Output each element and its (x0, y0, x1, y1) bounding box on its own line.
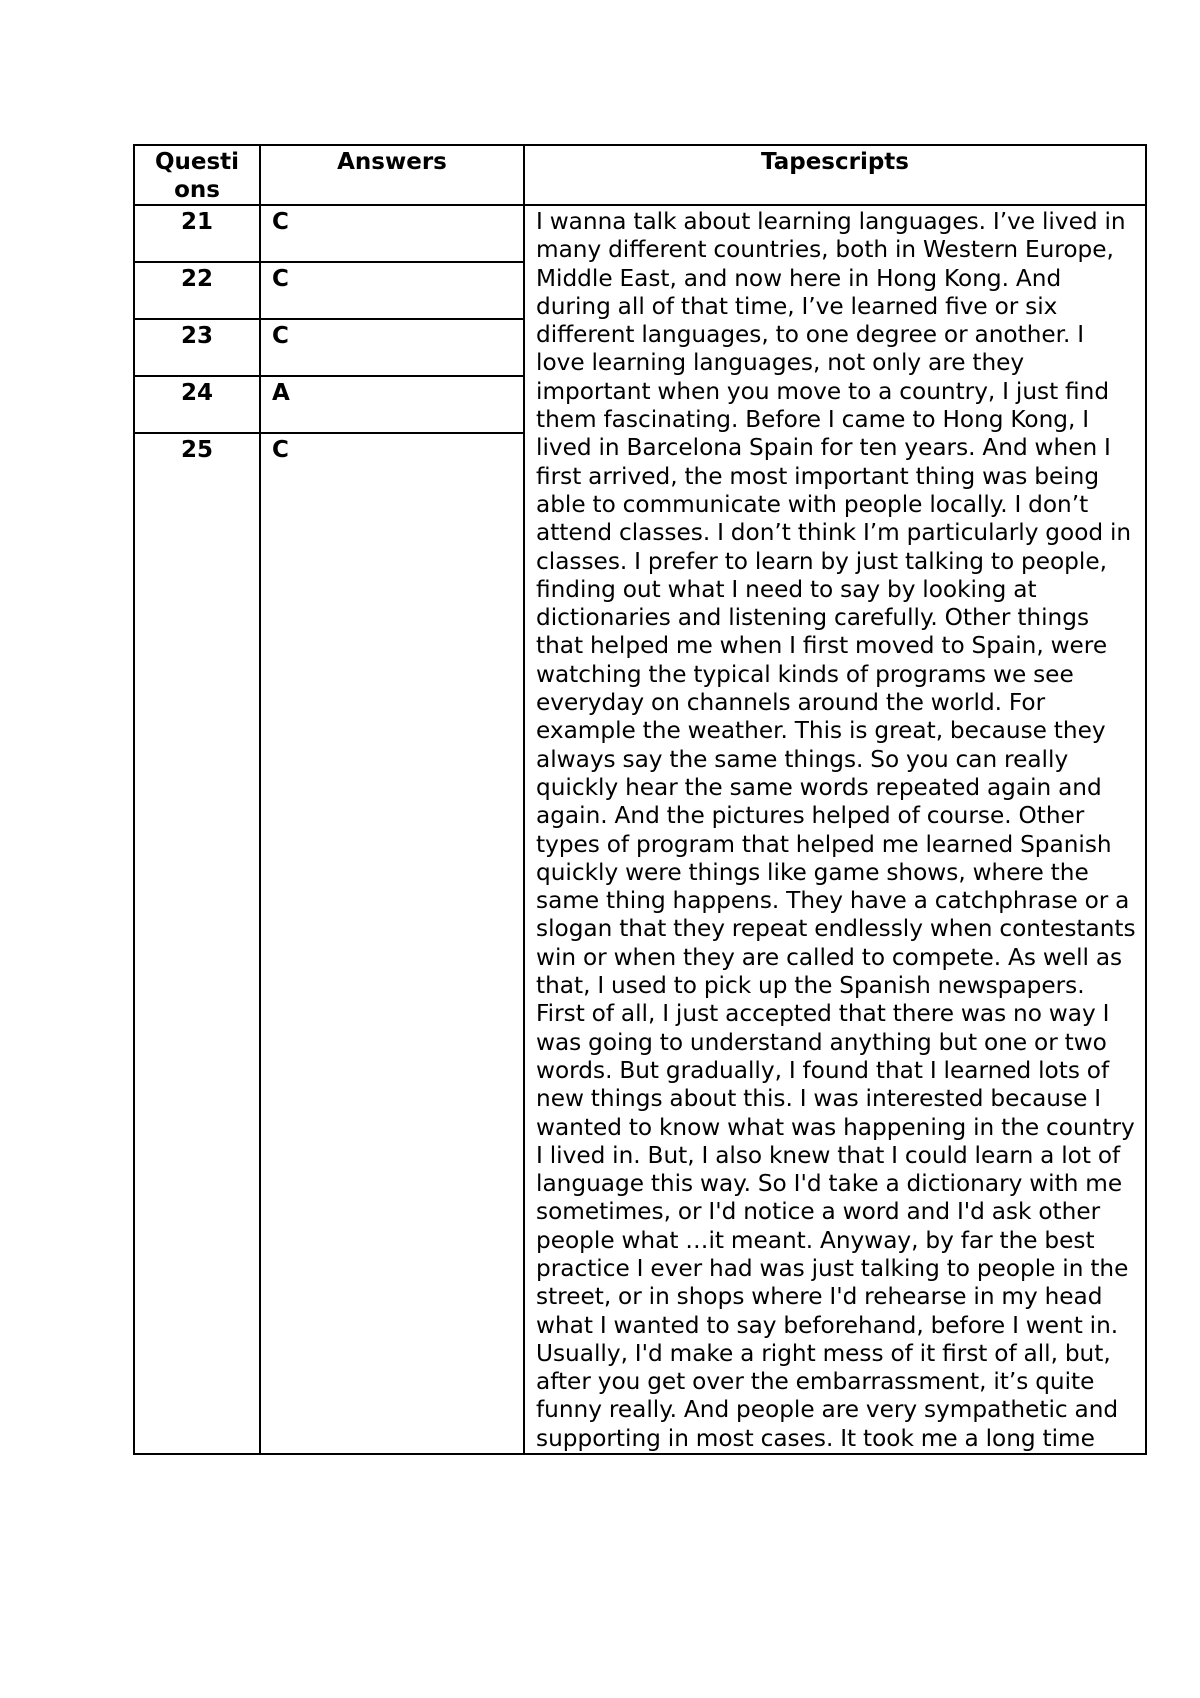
question-number: 24 (134, 376, 260, 433)
question-number: 22 (134, 262, 260, 319)
header-tapescripts: Tapescripts (524, 145, 1146, 205)
answer-letter: A (260, 376, 524, 433)
answer-letter: C (260, 319, 524, 376)
answer-letter: C (260, 433, 524, 1454)
table-header-row (134, 145, 1146, 205)
header-answers: Answers (260, 145, 524, 205)
tapescript-text: I wanna talk about learning languages. I’ve lived in many different countries, both in Western Europe, Middle East, and now here in Hong Kong. And during all of that time, I’ve learned five or six different languages, to one degree or another. I love learning languages, not only are they important when you move to a country, I just find them fascinating. Before I came to Hong Kong, I lived in Barcelona Spain for ten years. And when I first arrived, the most important thing was being able to communicate with people locally. I don’t attend classes. I don’t think I’m particularly good in classes. I prefer to learn by just talking to people, finding out what I need to say by looking at dictionaries and listening carefully. Other things that helped me when I first moved to Spain, were watching the typical kinds of programs we see everyday on channels around the world. For example the weather. This is great, because they always say the same things. So you can really quickly hear the same words repeated again and again. And the pictures helped of course. Other types of program that helped me learned Spanish quickly were things like game shows, where the same thing happens. They have a catchphrase or a slogan that they repeat endlessly when contestants win or when they are called to compete. As well as that, I used to pick up the Spanish newspapers. First of all, I just accepted that there was no way I was going to understand anything but one or two words. But gradually, I found that I learned lots of new things about this. I was interested because I wanted to know what was happening in the country I lived in. But, I also knew that I could learn a lot of language this way. So I'd take a dictionary with me sometimes, or I'd notice a word and I'd ask other people what …it meant. Anyway, by far the best practice I ever had was just talking to people in the street, or in shops where I'd rehearse in my head what I wanted to say beforehand, before I went in. Usually, I'd make a right mess of it first of all, but, after you get over the embarrassment, it’s quite funny really. And people are very sympathetic and supporting in most cases. It took me a long time (524, 205, 1146, 1454)
question-number: 23 (134, 319, 260, 376)
answer-letter: C (260, 262, 524, 319)
answer-letter: C (260, 205, 524, 262)
header-questions: Questi ons (134, 145, 260, 205)
answer-key-table (133, 144, 1147, 1455)
question-number: 25 (134, 433, 260, 1454)
table-row (134, 205, 1146, 262)
question-number: 21 (134, 205, 260, 262)
